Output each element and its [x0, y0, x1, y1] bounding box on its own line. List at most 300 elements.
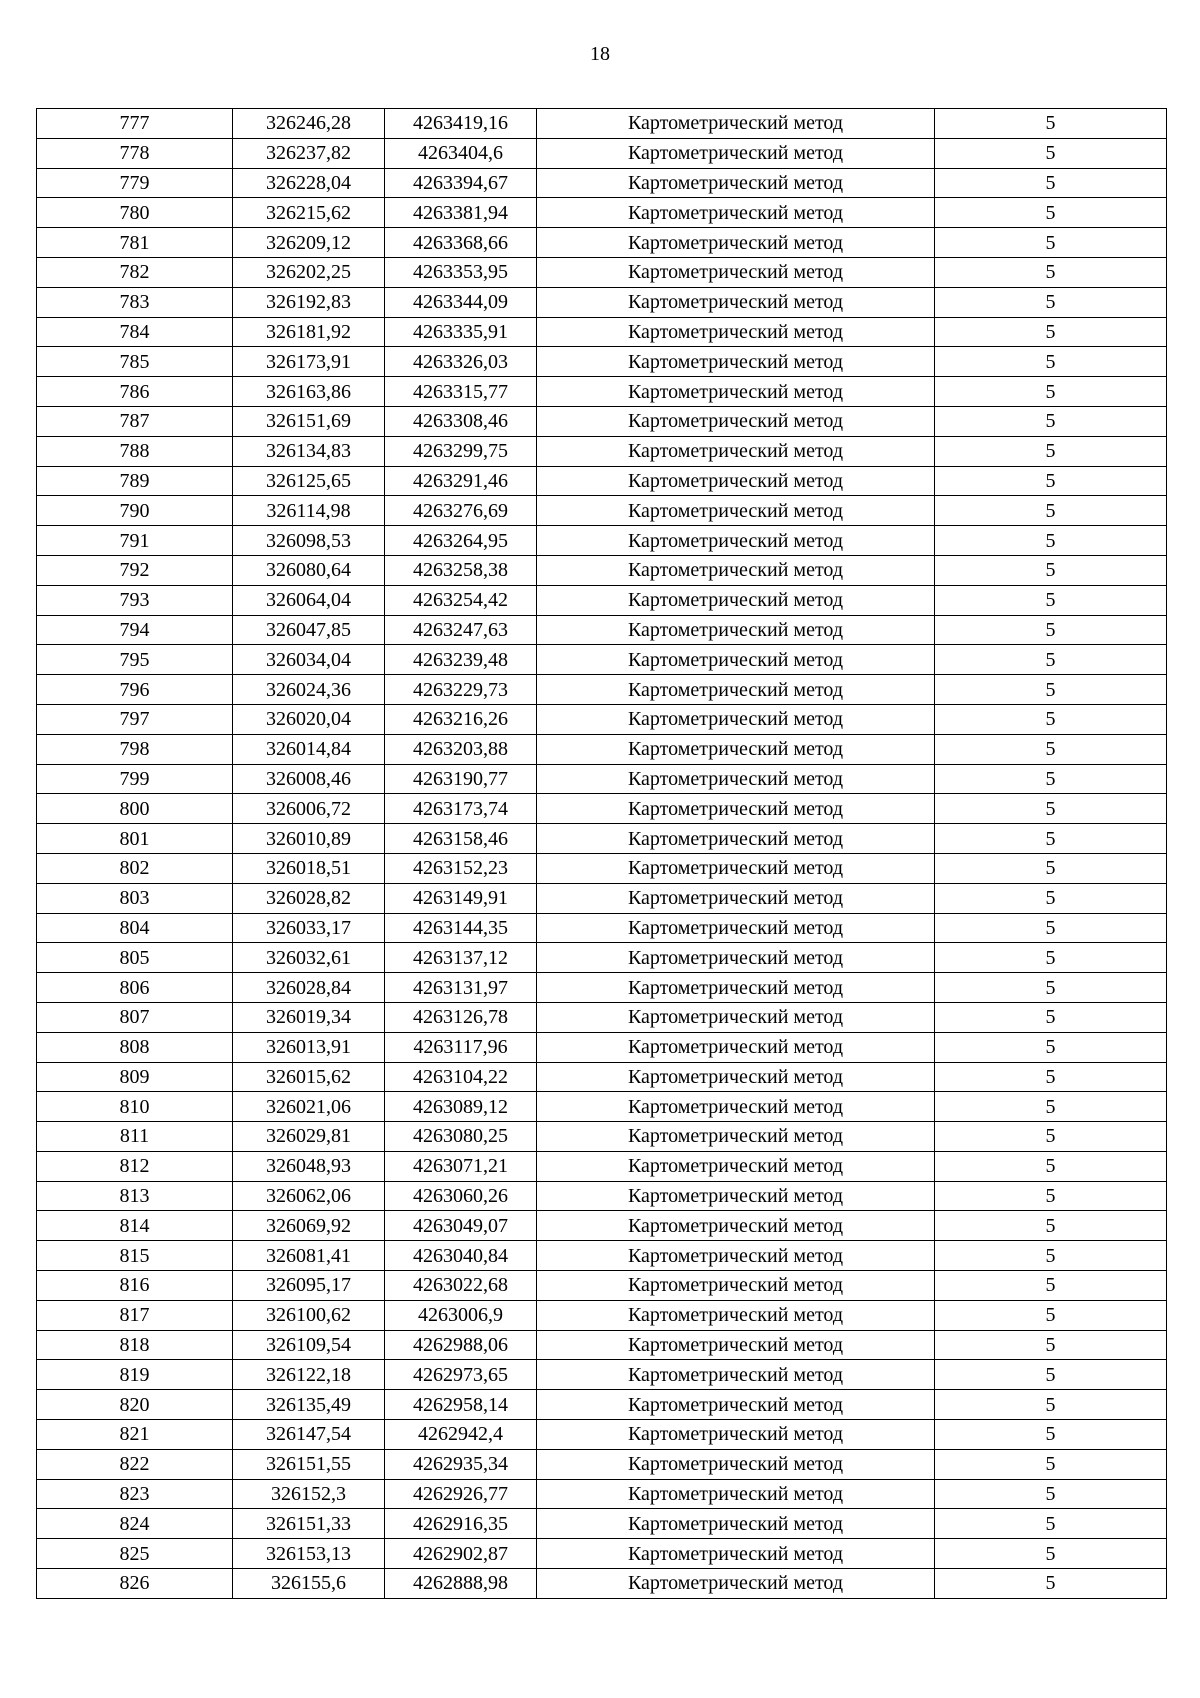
accuracy-cell: 5	[935, 824, 1167, 854]
x-coordinate-cell: 326114,98	[233, 496, 385, 526]
accuracy-cell: 5	[935, 406, 1167, 436]
method-cell: Картометрический метод	[537, 496, 935, 526]
y-coordinate-cell: 4263258,38	[385, 555, 537, 585]
method-cell: Картометрический метод	[537, 466, 935, 496]
table-row	[37, 853, 1167, 883]
table-row	[37, 347, 1167, 377]
accuracy-cell: 5	[935, 1509, 1167, 1539]
table-row	[37, 1122, 1167, 1152]
accuracy-cell: 5	[935, 764, 1167, 794]
accuracy-cell: 5	[935, 645, 1167, 675]
y-coordinate-cell: 4263173,74	[385, 794, 537, 824]
table-row	[37, 615, 1167, 645]
point-number-cell: 801	[37, 824, 233, 854]
table-row	[37, 198, 1167, 228]
y-coordinate-cell: 4262926,77	[385, 1479, 537, 1509]
method-cell: Картометрический метод	[537, 675, 935, 705]
y-coordinate-cell: 4263089,12	[385, 1092, 537, 1122]
x-coordinate-cell: 326069,92	[233, 1211, 385, 1241]
x-coordinate-cell: 326020,04	[233, 704, 385, 734]
table-row	[37, 168, 1167, 198]
point-number-cell: 825	[37, 1539, 233, 1569]
x-coordinate-cell: 326019,34	[233, 1002, 385, 1032]
y-coordinate-cell: 4262973,65	[385, 1360, 537, 1390]
point-number-cell: 805	[37, 943, 233, 973]
y-coordinate-cell: 4263247,63	[385, 615, 537, 645]
accuracy-cell: 5	[935, 228, 1167, 258]
table-row	[37, 1420, 1167, 1450]
y-coordinate-cell: 4263381,94	[385, 198, 537, 228]
table-row	[37, 317, 1167, 347]
point-number-cell: 826	[37, 1569, 233, 1599]
method-cell: Картометрический метод	[537, 347, 935, 377]
y-coordinate-cell: 4263117,96	[385, 1032, 537, 1062]
x-coordinate-cell: 326246,28	[233, 109, 385, 139]
method-cell: Картометрический метод	[537, 585, 935, 615]
table-row	[37, 645, 1167, 675]
method-cell: Картометрический метод	[537, 1271, 935, 1301]
method-cell: Картометрический метод	[537, 257, 935, 287]
point-number-cell: 803	[37, 883, 233, 913]
method-cell: Картометрический метод	[537, 198, 935, 228]
y-coordinate-cell: 4263368,66	[385, 228, 537, 258]
table-row	[37, 257, 1167, 287]
y-coordinate-cell: 4263344,09	[385, 287, 537, 317]
x-coordinate-cell: 326151,55	[233, 1449, 385, 1479]
point-number-cell: 812	[37, 1151, 233, 1181]
table-row	[37, 1241, 1167, 1271]
method-cell: Картометрический метод	[537, 555, 935, 585]
x-coordinate-cell: 326202,25	[233, 257, 385, 287]
x-coordinate-cell: 326173,91	[233, 347, 385, 377]
accuracy-cell: 5	[935, 287, 1167, 317]
point-number-cell: 815	[37, 1241, 233, 1271]
accuracy-cell: 5	[935, 109, 1167, 139]
point-number-cell: 817	[37, 1300, 233, 1330]
point-number-cell: 791	[37, 526, 233, 556]
y-coordinate-cell: 4263216,26	[385, 704, 537, 734]
y-coordinate-cell: 4263158,46	[385, 824, 537, 854]
accuracy-cell: 5	[935, 675, 1167, 705]
accuracy-cell: 5	[935, 1181, 1167, 1211]
table-row	[37, 1062, 1167, 1092]
y-coordinate-cell: 4262888,98	[385, 1569, 537, 1599]
table-row	[37, 1569, 1167, 1599]
accuracy-cell: 5	[935, 1360, 1167, 1390]
method-cell: Картометрический метод	[537, 1211, 935, 1241]
method-cell: Картометрический метод	[537, 853, 935, 883]
point-number-cell: 777	[37, 109, 233, 139]
accuracy-cell: 5	[935, 704, 1167, 734]
table-row	[37, 1181, 1167, 1211]
y-coordinate-cell: 4263144,35	[385, 913, 537, 943]
accuracy-cell: 5	[935, 1449, 1167, 1479]
accuracy-cell: 5	[935, 1092, 1167, 1122]
method-cell: Картометрический метод	[537, 406, 935, 436]
accuracy-cell: 5	[935, 585, 1167, 615]
method-cell: Картометрический метод	[537, 1360, 935, 1390]
y-coordinate-cell: 4263308,46	[385, 406, 537, 436]
point-number-cell: 797	[37, 704, 233, 734]
y-coordinate-cell: 4263353,95	[385, 257, 537, 287]
point-number-cell: 800	[37, 794, 233, 824]
table-row	[37, 1390, 1167, 1420]
point-number-cell: 810	[37, 1092, 233, 1122]
method-cell: Картометрический метод	[537, 138, 935, 168]
y-coordinate-cell: 4263254,42	[385, 585, 537, 615]
accuracy-cell: 5	[935, 198, 1167, 228]
point-number-cell: 794	[37, 615, 233, 645]
table-row	[37, 764, 1167, 794]
x-coordinate-cell: 326100,62	[233, 1300, 385, 1330]
x-coordinate-cell: 326006,72	[233, 794, 385, 824]
point-number-cell: 785	[37, 347, 233, 377]
point-number-cell: 813	[37, 1181, 233, 1211]
x-coordinate-cell: 326192,83	[233, 287, 385, 317]
table-row	[37, 883, 1167, 913]
table-row	[37, 1300, 1167, 1330]
x-coordinate-cell: 326109,54	[233, 1330, 385, 1360]
accuracy-cell: 5	[935, 257, 1167, 287]
x-coordinate-cell: 326033,17	[233, 913, 385, 943]
y-coordinate-cell: 4263080,25	[385, 1122, 537, 1152]
point-number-cell: 809	[37, 1062, 233, 1092]
x-coordinate-cell: 326028,84	[233, 973, 385, 1003]
method-cell: Картометрический метод	[537, 1449, 935, 1479]
table-row	[37, 526, 1167, 556]
accuracy-cell: 5	[935, 1420, 1167, 1450]
x-coordinate-cell: 326024,36	[233, 675, 385, 705]
table-row	[37, 109, 1167, 139]
x-coordinate-cell: 326064,04	[233, 585, 385, 615]
x-coordinate-cell: 326215,62	[233, 198, 385, 228]
y-coordinate-cell: 4263071,21	[385, 1151, 537, 1181]
point-number-cell: 781	[37, 228, 233, 258]
y-coordinate-cell: 4263126,78	[385, 1002, 537, 1032]
table-row	[37, 406, 1167, 436]
table-row	[37, 734, 1167, 764]
table-row	[37, 228, 1167, 258]
method-cell: Картометрический метод	[537, 1002, 935, 1032]
y-coordinate-cell: 4263049,07	[385, 1211, 537, 1241]
x-coordinate-cell: 326095,17	[233, 1271, 385, 1301]
method-cell: Картометрический метод	[537, 1390, 935, 1420]
x-coordinate-cell: 326155,6	[233, 1569, 385, 1599]
x-coordinate-cell: 326134,83	[233, 436, 385, 466]
point-number-cell: 819	[37, 1360, 233, 1390]
y-coordinate-cell: 4263060,26	[385, 1181, 537, 1211]
x-coordinate-cell: 326015,62	[233, 1062, 385, 1092]
accuracy-cell: 5	[935, 1002, 1167, 1032]
x-coordinate-cell: 326062,06	[233, 1181, 385, 1211]
y-coordinate-cell: 4262902,87	[385, 1539, 537, 1569]
x-coordinate-cell: 326029,81	[233, 1122, 385, 1152]
accuracy-cell: 5	[935, 347, 1167, 377]
x-coordinate-cell: 326135,49	[233, 1390, 385, 1420]
method-cell: Картометрический метод	[537, 645, 935, 675]
y-coordinate-cell: 4263190,77	[385, 764, 537, 794]
y-coordinate-cell: 4263022,68	[385, 1271, 537, 1301]
y-coordinate-cell: 4263137,12	[385, 943, 537, 973]
y-coordinate-cell: 4263264,95	[385, 526, 537, 556]
method-cell: Картометрический метод	[537, 1509, 935, 1539]
x-coordinate-cell: 326153,13	[233, 1539, 385, 1569]
y-coordinate-cell: 4263335,91	[385, 317, 537, 347]
table-row	[37, 1539, 1167, 1569]
y-coordinate-cell: 4263326,03	[385, 347, 537, 377]
x-coordinate-cell: 326080,64	[233, 555, 385, 585]
table-row	[37, 913, 1167, 943]
y-coordinate-cell: 4263315,77	[385, 377, 537, 407]
method-cell: Картометрический метод	[537, 1241, 935, 1271]
table-row	[37, 824, 1167, 854]
accuracy-cell: 5	[935, 526, 1167, 556]
y-coordinate-cell: 4263131,97	[385, 973, 537, 1003]
x-coordinate-cell: 326125,65	[233, 466, 385, 496]
y-coordinate-cell: 4262958,14	[385, 1390, 537, 1420]
method-cell: Картометрический метод	[537, 1479, 935, 1509]
method-cell: Картометрический метод	[537, 913, 935, 943]
point-number-cell: 787	[37, 406, 233, 436]
x-coordinate-cell: 326047,85	[233, 615, 385, 645]
table-row	[37, 1360, 1167, 1390]
point-number-cell: 823	[37, 1479, 233, 1509]
accuracy-cell: 5	[935, 1300, 1167, 1330]
y-coordinate-cell: 4262988,06	[385, 1330, 537, 1360]
accuracy-cell: 5	[935, 1569, 1167, 1599]
method-cell: Картометрический метод	[537, 526, 935, 556]
table-row	[37, 943, 1167, 973]
accuracy-cell: 5	[935, 1032, 1167, 1062]
table-row	[37, 555, 1167, 585]
x-coordinate-cell: 326209,12	[233, 228, 385, 258]
point-number-cell: 808	[37, 1032, 233, 1062]
point-number-cell: 786	[37, 377, 233, 407]
point-number-cell: 784	[37, 317, 233, 347]
y-coordinate-cell: 4263229,73	[385, 675, 537, 705]
point-number-cell: 782	[37, 257, 233, 287]
accuracy-cell: 5	[935, 973, 1167, 1003]
point-number-cell: 820	[37, 1390, 233, 1420]
y-coordinate-cell: 4262935,34	[385, 1449, 537, 1479]
method-cell: Картометрический метод	[537, 824, 935, 854]
x-coordinate-cell: 326122,18	[233, 1360, 385, 1390]
method-cell: Картометрический метод	[537, 436, 935, 466]
table-row	[37, 1479, 1167, 1509]
point-number-cell: 818	[37, 1330, 233, 1360]
accuracy-cell: 5	[935, 1211, 1167, 1241]
accuracy-cell: 5	[935, 1271, 1167, 1301]
accuracy-cell: 5	[935, 734, 1167, 764]
method-cell: Картометрический метод	[537, 794, 935, 824]
point-number-cell: 780	[37, 198, 233, 228]
y-coordinate-cell: 4263394,67	[385, 168, 537, 198]
method-cell: Картометрический метод	[537, 287, 935, 317]
y-coordinate-cell: 4263104,22	[385, 1062, 537, 1092]
x-coordinate-cell: 326032,61	[233, 943, 385, 973]
accuracy-cell: 5	[935, 853, 1167, 883]
accuracy-cell: 5	[935, 1390, 1167, 1420]
method-cell: Картометрический метод	[537, 1330, 935, 1360]
x-coordinate-cell: 326048,93	[233, 1151, 385, 1181]
table-row	[37, 794, 1167, 824]
accuracy-cell: 5	[935, 168, 1167, 198]
method-cell: Картометрический метод	[537, 1539, 935, 1569]
table-row	[37, 1092, 1167, 1122]
accuracy-cell: 5	[935, 794, 1167, 824]
accuracy-cell: 5	[935, 555, 1167, 585]
point-number-cell: 822	[37, 1449, 233, 1479]
accuracy-cell: 5	[935, 317, 1167, 347]
accuracy-cell: 5	[935, 1241, 1167, 1271]
point-number-cell: 802	[37, 853, 233, 883]
point-number-cell: 821	[37, 1420, 233, 1450]
table-row	[37, 1509, 1167, 1539]
point-number-cell: 804	[37, 913, 233, 943]
x-coordinate-cell: 326147,54	[233, 1420, 385, 1450]
table-row	[37, 1449, 1167, 1479]
accuracy-cell: 5	[935, 943, 1167, 973]
accuracy-cell: 5	[935, 496, 1167, 526]
coordinates-table	[36, 108, 1167, 1599]
coordinates-table-body	[37, 109, 1167, 1599]
table-row	[37, 704, 1167, 734]
y-coordinate-cell: 4263404,6	[385, 138, 537, 168]
accuracy-cell: 5	[935, 1062, 1167, 1092]
page-number: 18	[590, 43, 610, 65]
table-row	[37, 377, 1167, 407]
method-cell: Картометрический метод	[537, 317, 935, 347]
point-number-cell: 793	[37, 585, 233, 615]
y-coordinate-cell: 4263152,23	[385, 853, 537, 883]
accuracy-cell: 5	[935, 1330, 1167, 1360]
accuracy-cell: 5	[935, 1122, 1167, 1152]
y-coordinate-cell: 4263419,16	[385, 109, 537, 139]
point-number-cell: 807	[37, 1002, 233, 1032]
accuracy-cell: 5	[935, 436, 1167, 466]
x-coordinate-cell: 326228,04	[233, 168, 385, 198]
y-coordinate-cell: 4263203,88	[385, 734, 537, 764]
method-cell: Картометрический метод	[537, 1062, 935, 1092]
x-coordinate-cell: 326034,04	[233, 645, 385, 675]
table-row	[37, 1151, 1167, 1181]
method-cell: Картометрический метод	[537, 168, 935, 198]
table-row	[37, 1211, 1167, 1241]
y-coordinate-cell: 4263149,91	[385, 883, 537, 913]
table-row	[37, 1032, 1167, 1062]
point-number-cell: 792	[37, 555, 233, 585]
point-number-cell: 795	[37, 645, 233, 675]
y-coordinate-cell: 4262916,35	[385, 1509, 537, 1539]
method-cell: Картометрический метод	[537, 615, 935, 645]
accuracy-cell: 5	[935, 1539, 1167, 1569]
x-coordinate-cell: 326181,92	[233, 317, 385, 347]
x-coordinate-cell: 326152,3	[233, 1479, 385, 1509]
point-number-cell: 814	[37, 1211, 233, 1241]
method-cell: Картометрический метод	[537, 228, 935, 258]
point-number-cell: 824	[37, 1509, 233, 1539]
point-number-cell: 816	[37, 1271, 233, 1301]
method-cell: Картометрический метод	[537, 704, 935, 734]
table-row	[37, 436, 1167, 466]
point-number-cell: 788	[37, 436, 233, 466]
accuracy-cell: 5	[935, 138, 1167, 168]
x-coordinate-cell: 326151,33	[233, 1509, 385, 1539]
table-row	[37, 585, 1167, 615]
x-coordinate-cell: 326013,91	[233, 1032, 385, 1062]
table-row	[37, 138, 1167, 168]
x-coordinate-cell: 326081,41	[233, 1241, 385, 1271]
method-cell: Картометрический метод	[537, 109, 935, 139]
y-coordinate-cell: 4263006,9	[385, 1300, 537, 1330]
point-number-cell: 779	[37, 168, 233, 198]
method-cell: Картометрический метод	[537, 1420, 935, 1450]
x-coordinate-cell: 326021,06	[233, 1092, 385, 1122]
method-cell: Картометрический метод	[537, 883, 935, 913]
point-number-cell: 790	[37, 496, 233, 526]
table-row	[37, 1330, 1167, 1360]
accuracy-cell: 5	[935, 1479, 1167, 1509]
x-coordinate-cell: 326010,89	[233, 824, 385, 854]
method-cell: Картометрический метод	[537, 1569, 935, 1599]
table-row	[37, 1002, 1167, 1032]
accuracy-cell: 5	[935, 883, 1167, 913]
y-coordinate-cell: 4263040,84	[385, 1241, 537, 1271]
x-coordinate-cell: 326014,84	[233, 734, 385, 764]
y-coordinate-cell: 4262942,4	[385, 1420, 537, 1450]
x-coordinate-cell: 326237,82	[233, 138, 385, 168]
y-coordinate-cell: 4263239,48	[385, 645, 537, 675]
point-number-cell: 806	[37, 973, 233, 1003]
table-row	[37, 973, 1167, 1003]
x-coordinate-cell: 326163,86	[233, 377, 385, 407]
method-cell: Картометрический метод	[537, 377, 935, 407]
method-cell: Картометрический метод	[537, 734, 935, 764]
table-row	[37, 496, 1167, 526]
method-cell: Картометрический метод	[537, 1300, 935, 1330]
method-cell: Картометрический метод	[537, 973, 935, 1003]
point-number-cell: 811	[37, 1122, 233, 1152]
y-coordinate-cell: 4263299,75	[385, 436, 537, 466]
method-cell: Картометрический метод	[537, 1122, 935, 1152]
accuracy-cell: 5	[935, 913, 1167, 943]
point-number-cell: 783	[37, 287, 233, 317]
method-cell: Картометрический метод	[537, 1181, 935, 1211]
accuracy-cell: 5	[935, 615, 1167, 645]
x-coordinate-cell: 326028,82	[233, 883, 385, 913]
x-coordinate-cell: 326098,53	[233, 526, 385, 556]
accuracy-cell: 5	[935, 466, 1167, 496]
point-number-cell: 789	[37, 466, 233, 496]
point-number-cell: 778	[37, 138, 233, 168]
method-cell: Картометрический метод	[537, 1092, 935, 1122]
method-cell: Картометрический метод	[537, 943, 935, 973]
table-row	[37, 466, 1167, 496]
method-cell: Картометрический метод	[537, 1032, 935, 1062]
accuracy-cell: 5	[935, 1151, 1167, 1181]
method-cell: Картометрический метод	[537, 764, 935, 794]
table-row	[37, 1271, 1167, 1301]
point-number-cell: 798	[37, 734, 233, 764]
table-row	[37, 287, 1167, 317]
x-coordinate-cell: 326151,69	[233, 406, 385, 436]
point-number-cell: 799	[37, 764, 233, 794]
point-number-cell: 796	[37, 675, 233, 705]
y-coordinate-cell: 4263291,46	[385, 466, 537, 496]
accuracy-cell: 5	[935, 377, 1167, 407]
table-row	[37, 675, 1167, 705]
x-coordinate-cell: 326008,46	[233, 764, 385, 794]
